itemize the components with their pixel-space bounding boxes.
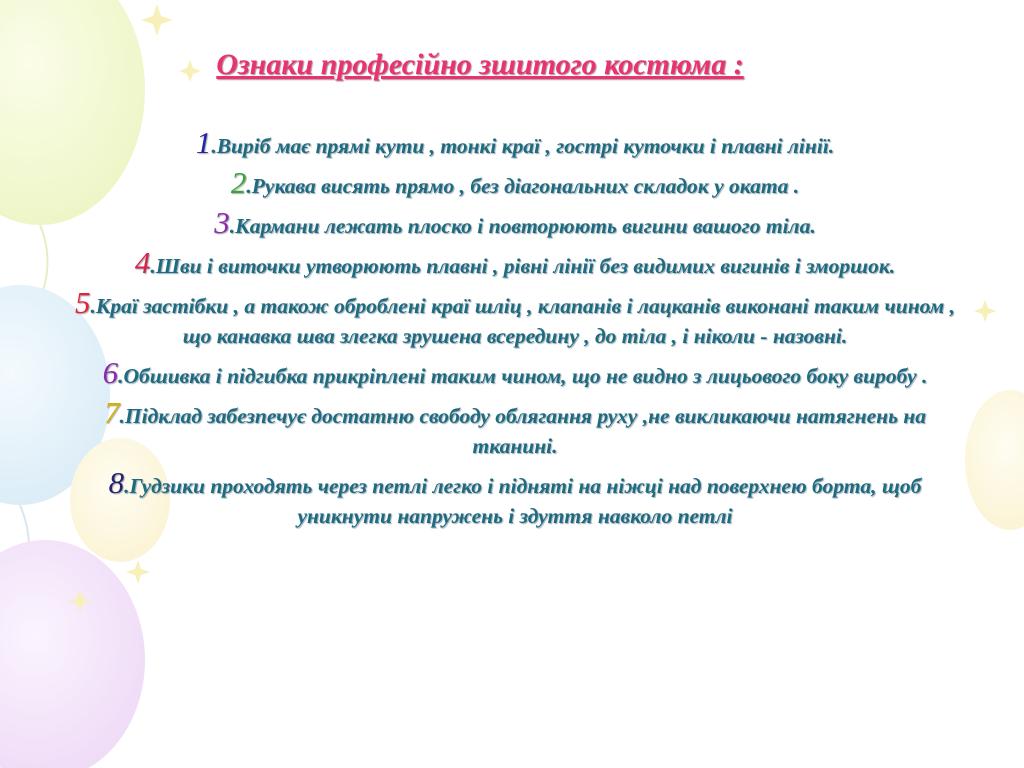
item-number: 1: [195, 125, 212, 160]
item-number: 4: [134, 245, 151, 280]
list-item: [60, 355, 970, 391]
item-number: 8: [108, 465, 125, 500]
slide-title: Ознаки професійно зшитого костюма :: [216, 48, 744, 81]
item-number: 3: [214, 205, 230, 240]
item-text: .Підклад забезпечує достатню свободу облягання руху ,не викликаючи натягнень на тканині.: [119, 404, 926, 458]
item-text: .Кармани лежать плоско і повторюють вигини вашого тіла.: [229, 214, 816, 238]
item-text: .Рукава висять прямо , без діагональних складок у оката .: [246, 174, 800, 198]
item-number: 7: [104, 395, 120, 430]
item-number: 2: [230, 165, 247, 200]
item-number: 5: [74, 285, 91, 320]
list-item: [60, 395, 970, 461]
list-item: [60, 465, 970, 531]
list-item: [60, 245, 970, 281]
item-text: .Шви і виточки утворюють плавні , рівні лінії без видимих вигинів і зморшок.: [150, 254, 896, 278]
item-text: .Гудзики проходять через петлі легко і підняті на ніжці над поверхнею борта, щоб уникнути напружень і здуття навколо петлі: [124, 474, 922, 528]
list-item: [60, 125, 970, 161]
item-text: .Виріб має прямі кути , тонкі краї , гострі куточки і плавні лінії.: [211, 134, 835, 158]
item-text: .Краї застібки , а також оброблені краї шліц , клапанів і лацканів виконані таким чином , що канавка шва злегка зрушена всередину , до тіла , і ніколи - назовні.: [90, 294, 956, 348]
list-item: [60, 205, 970, 241]
list-item: [60, 165, 970, 201]
list-item: [60, 285, 970, 351]
feature-list: [60, 125, 970, 538]
item-text: .Обшивка і підгибка прикріплені таким чином, що не видно з лицьового боку виробу .: [118, 364, 928, 388]
item-number: 6: [102, 355, 119, 390]
